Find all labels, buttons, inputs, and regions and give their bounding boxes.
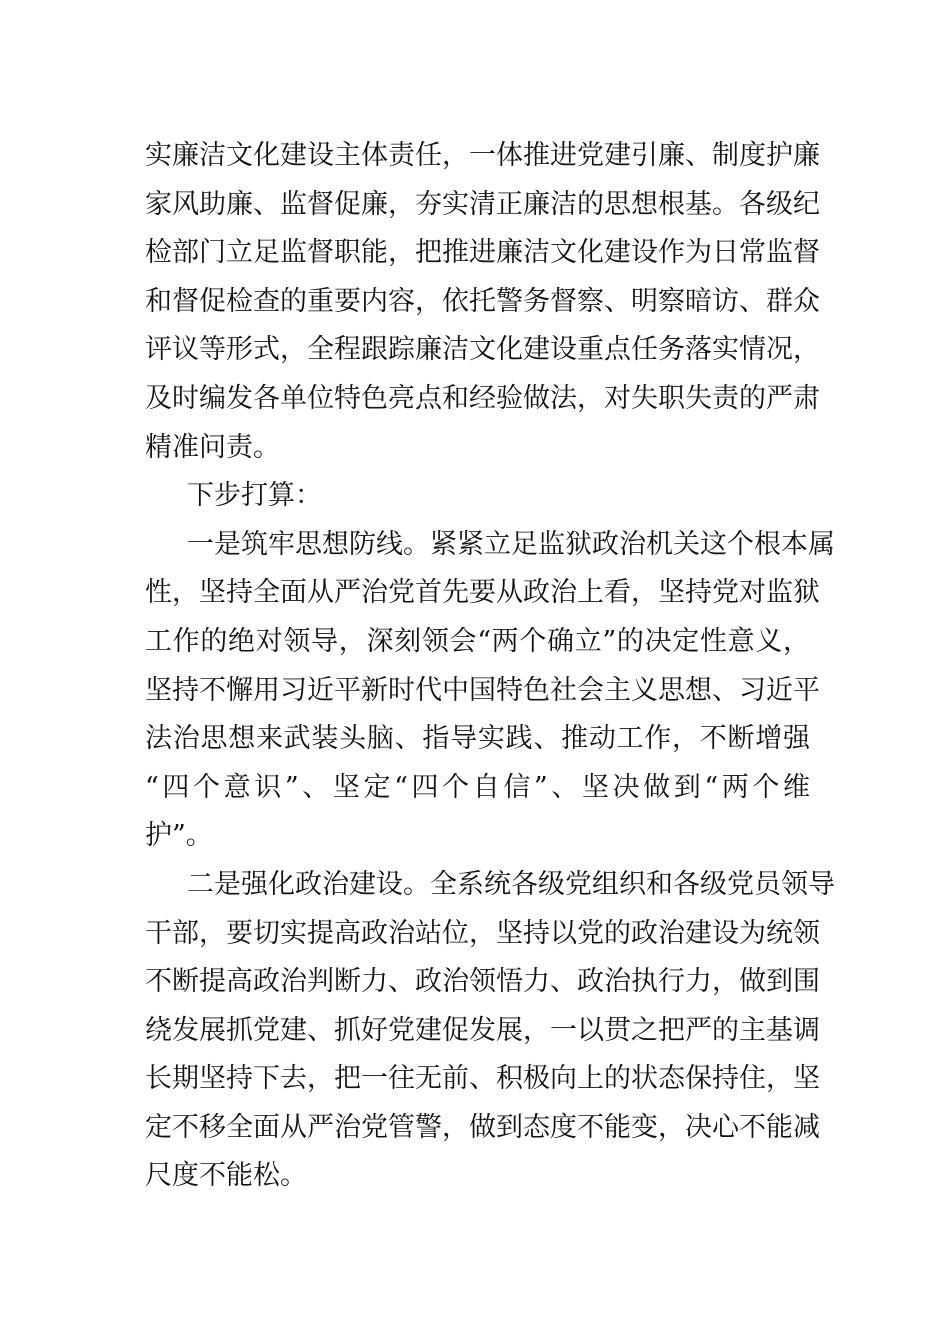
text-line: 一是筑牢思想防线。紧紧立足监狱政治机关这个根本属 <box>187 528 835 560</box>
text-line: 评议等形式，全程跟踪廉洁文化建设重点任务落实情况， <box>145 334 820 366</box>
paragraph-political-building <box>145 861 835 1201</box>
text-line: 绕发展抓党建、抓好党建促发展，一以贯之把严的主基调 <box>145 1014 820 1046</box>
text-line: 家风助廉、监督促廉，夯实清正廉洁的思想根基。各级纪 <box>145 188 820 220</box>
text-line: “四个意识”、坚定“四个自信”、坚决做到“两个维 <box>145 771 810 803</box>
paragraph-ideological-defense <box>145 521 835 861</box>
text-line: 尺度不能松。 <box>145 1160 307 1192</box>
text-line: 和督促检查的重要内容，依托警务督察、明察暗访、群众 <box>145 285 820 317</box>
paragraph-next-steps-heading <box>145 472 810 521</box>
text-line: 定不移全面从严治党管警，做到态度不能变，决心不能减 <box>145 1111 820 1143</box>
document-body <box>145 132 835 1201</box>
paragraph-integrity-culture <box>145 132 820 472</box>
text-line: 长期坚持下去，把一往无前、积极向上的状态保持住，坚 <box>145 1063 820 1095</box>
text-line: 及时编发各单位特色亮点和经验做法，对失职失责的严肃 <box>145 382 820 414</box>
text-line: 检部门立足监督职能，把推进廉洁文化建设作为日常监督 <box>145 237 820 269</box>
text-line: 干部，要切实提高政治站位，坚持以党的政治建设为统领 <box>145 917 820 949</box>
text-line: 精准问责。 <box>145 431 280 463</box>
section-heading: 下步打算： <box>187 480 322 512</box>
text-line: 法治思想来武装头脑、指导实践、推动工作，不断增强 <box>145 723 810 755</box>
text-line: 坚持不懈用习近平新时代中国特色社会主义思想、习近平 <box>145 674 820 706</box>
text-line: 实廉洁文化建设主体责任，一体推进党建引廉、制度护廉 <box>145 140 820 171</box>
text-line: 二是强化政治建设。全系统各级党组织和各级党员领导 <box>187 868 835 900</box>
text-line: 性，坚持全面从严治党首先要从政治上看，坚持党对监狱 <box>145 577 820 609</box>
text-line: 不断提高政治判断力、政治领悟力、政治执行力，做到围 <box>145 966 820 998</box>
text-line: 护”。 <box>145 820 213 852</box>
text-line: 工作的绝对领导，深刻领会“两个确立”的决定性意义， <box>145 625 810 657</box>
